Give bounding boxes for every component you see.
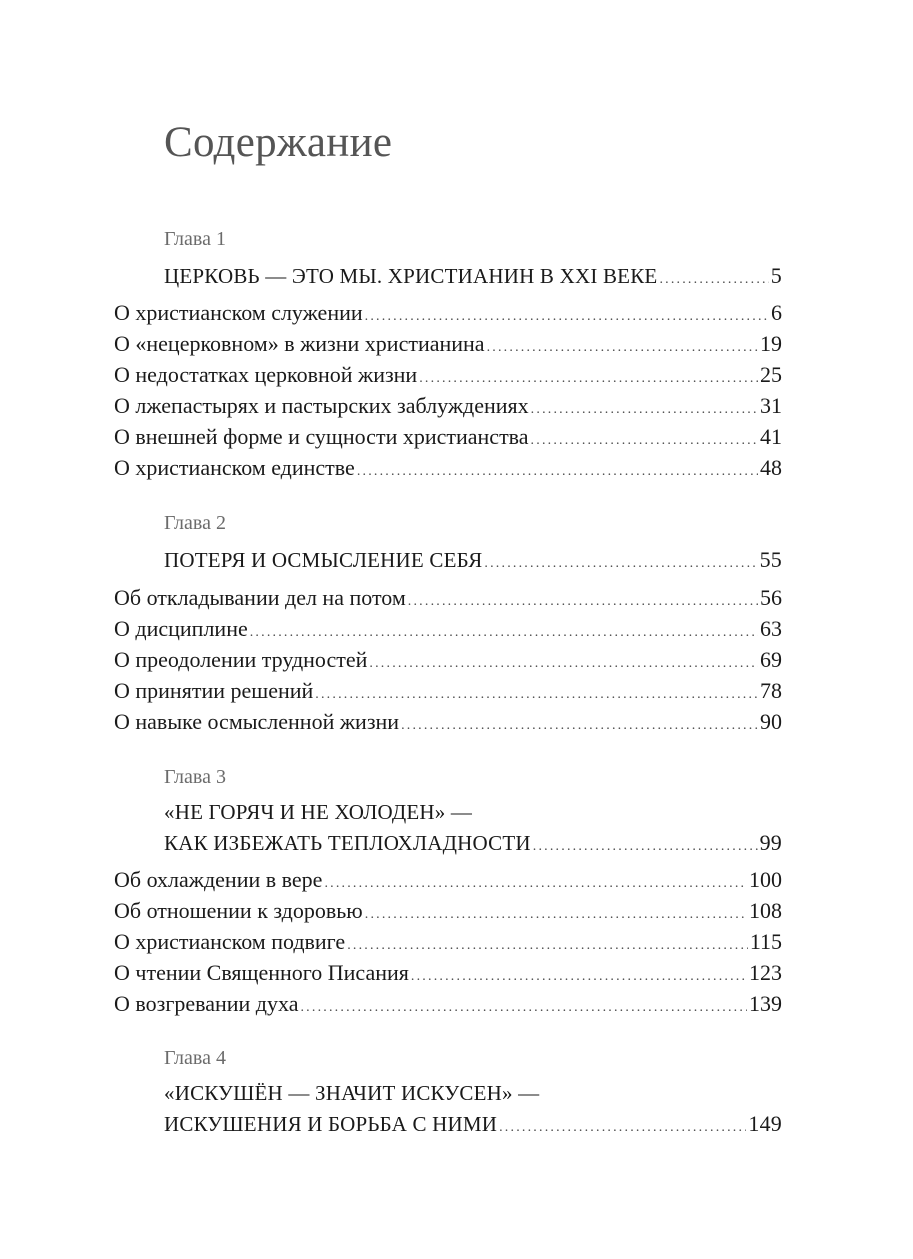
dot-leader [250, 625, 758, 641]
toc-entry[interactable] [114, 960, 782, 990]
dot-leader [357, 464, 758, 480]
dot-leader [369, 656, 758, 672]
toc-entry[interactable] [114, 616, 782, 646]
page-number: 31 [760, 393, 782, 418]
dot-leader [533, 839, 758, 855]
page-number: 69 [760, 647, 782, 672]
toc-entry[interactable] [114, 898, 782, 928]
dot-leader [484, 556, 757, 572]
section-title: О навыке осмысленной жизни [114, 709, 400, 734]
page-number: 90 [760, 709, 782, 734]
toc-entry[interactable] [114, 991, 782, 1021]
section-title: Об отношении к здоровью [114, 898, 363, 923]
section-title: О христианском единстве [114, 455, 355, 480]
dot-leader [499, 1120, 746, 1136]
section-title: О внешней форме и сущности христианства [114, 424, 529, 449]
page-number: 115 [749, 929, 782, 954]
page-number: 55 [759, 547, 782, 572]
dot-leader [659, 272, 768, 288]
dot-leader [487, 340, 758, 356]
page-number: 149 [748, 1111, 782, 1136]
dot-leader [401, 718, 758, 734]
page-number: 108 [749, 898, 782, 923]
dot-leader [365, 907, 747, 923]
toc-entry[interactable] [114, 300, 782, 330]
dot-leader [411, 969, 747, 985]
chapter-label: Глава 3 [164, 766, 226, 788]
section-title: О принятии решений [114, 678, 314, 703]
dot-leader [531, 402, 758, 418]
section-title: Об откладывании дел на потом [114, 585, 406, 610]
page-number: 6 [771, 300, 782, 325]
dot-leader [300, 1000, 747, 1016]
section-title: О христианском подвиге [114, 929, 346, 954]
page-number: 19 [760, 331, 782, 356]
page-number: 63 [760, 616, 782, 641]
page-number: 99 [759, 830, 782, 855]
dot-leader [324, 876, 747, 892]
toc-entry[interactable] [114, 424, 782, 454]
section-title: О недостатках церковной жизни [114, 362, 418, 387]
toc-entry[interactable] [114, 393, 782, 423]
toc-entry[interactable] [114, 455, 782, 485]
page-number: 48 [760, 455, 782, 480]
dot-leader [531, 433, 758, 449]
page-number: 56 [760, 585, 782, 610]
section-title: О дисциплине [114, 616, 248, 641]
dot-leader [419, 371, 758, 387]
toc-entry[interactable] [114, 929, 782, 959]
chapter-heading-line: «НЕ ГОРЯЧ И НЕ ХОЛОДЕН» — [164, 800, 473, 824]
dot-leader [347, 938, 748, 954]
section-title: Об охлаждении в вере [114, 867, 323, 892]
dot-leader [315, 687, 758, 703]
dot-leader [365, 309, 769, 325]
page-number: 139 [749, 991, 782, 1016]
chapter-heading-entry[interactable] [164, 830, 782, 860]
toc-entry[interactable] [114, 678, 782, 708]
toc-entry[interactable] [114, 331, 782, 361]
section-title: О христианском служении [114, 300, 363, 325]
chapter-label: Глава 4 [164, 1047, 226, 1069]
toc-entry[interactable] [114, 647, 782, 677]
chapter-heading-entry[interactable] [164, 1111, 782, 1141]
page-number: 5 [770, 263, 782, 288]
chapter-heading-entry[interactable] [164, 263, 782, 293]
chapter-heading: КАК ИЗБЕЖАТЬ ТЕПЛОХЛАДНОСТИ [164, 831, 531, 855]
page-number: 41 [760, 424, 782, 449]
chapter-heading: ЦЕРКОВЬ — ЭТО МЫ. ХРИСТИАНИН В XXI ВЕКЕ [164, 264, 658, 288]
section-title: О преодолении трудностей [114, 647, 368, 672]
chapter-heading: ИСКУШЕНИЯ И БОРЬБА С НИМИ [164, 1112, 498, 1136]
toc-entry[interactable] [114, 362, 782, 392]
toc-entry[interactable] [114, 585, 782, 615]
section-title: О возгревании духа [114, 991, 299, 1016]
page-number: 123 [749, 960, 782, 985]
page-number: 78 [760, 678, 782, 703]
chapter-label: Глава 2 [164, 512, 226, 534]
toc-entry[interactable] [114, 709, 782, 739]
chapter-heading-entry[interactable] [164, 547, 782, 577]
dot-leader [408, 594, 758, 610]
page-number: 25 [760, 362, 782, 387]
chapter-heading-line: «ИСКУШЁН — ЗНАЧИТ ИСКУСЕН» — [164, 1081, 540, 1105]
toc-entry[interactable] [114, 867, 782, 897]
page-number: 100 [749, 867, 782, 892]
section-title: О чтении Священного Писания [114, 960, 409, 985]
section-title: О лжепастырях и пастырских заблуждениях [114, 393, 529, 418]
page-title: Содержание [164, 119, 393, 166]
chapter-heading: ПОТЕРЯ И ОСМЫСЛЕНИЕ СЕБЯ [164, 548, 483, 572]
section-title: О «нецерковном» в жизни христианина [114, 331, 485, 356]
chapter-label: Глава 1 [164, 228, 226, 250]
